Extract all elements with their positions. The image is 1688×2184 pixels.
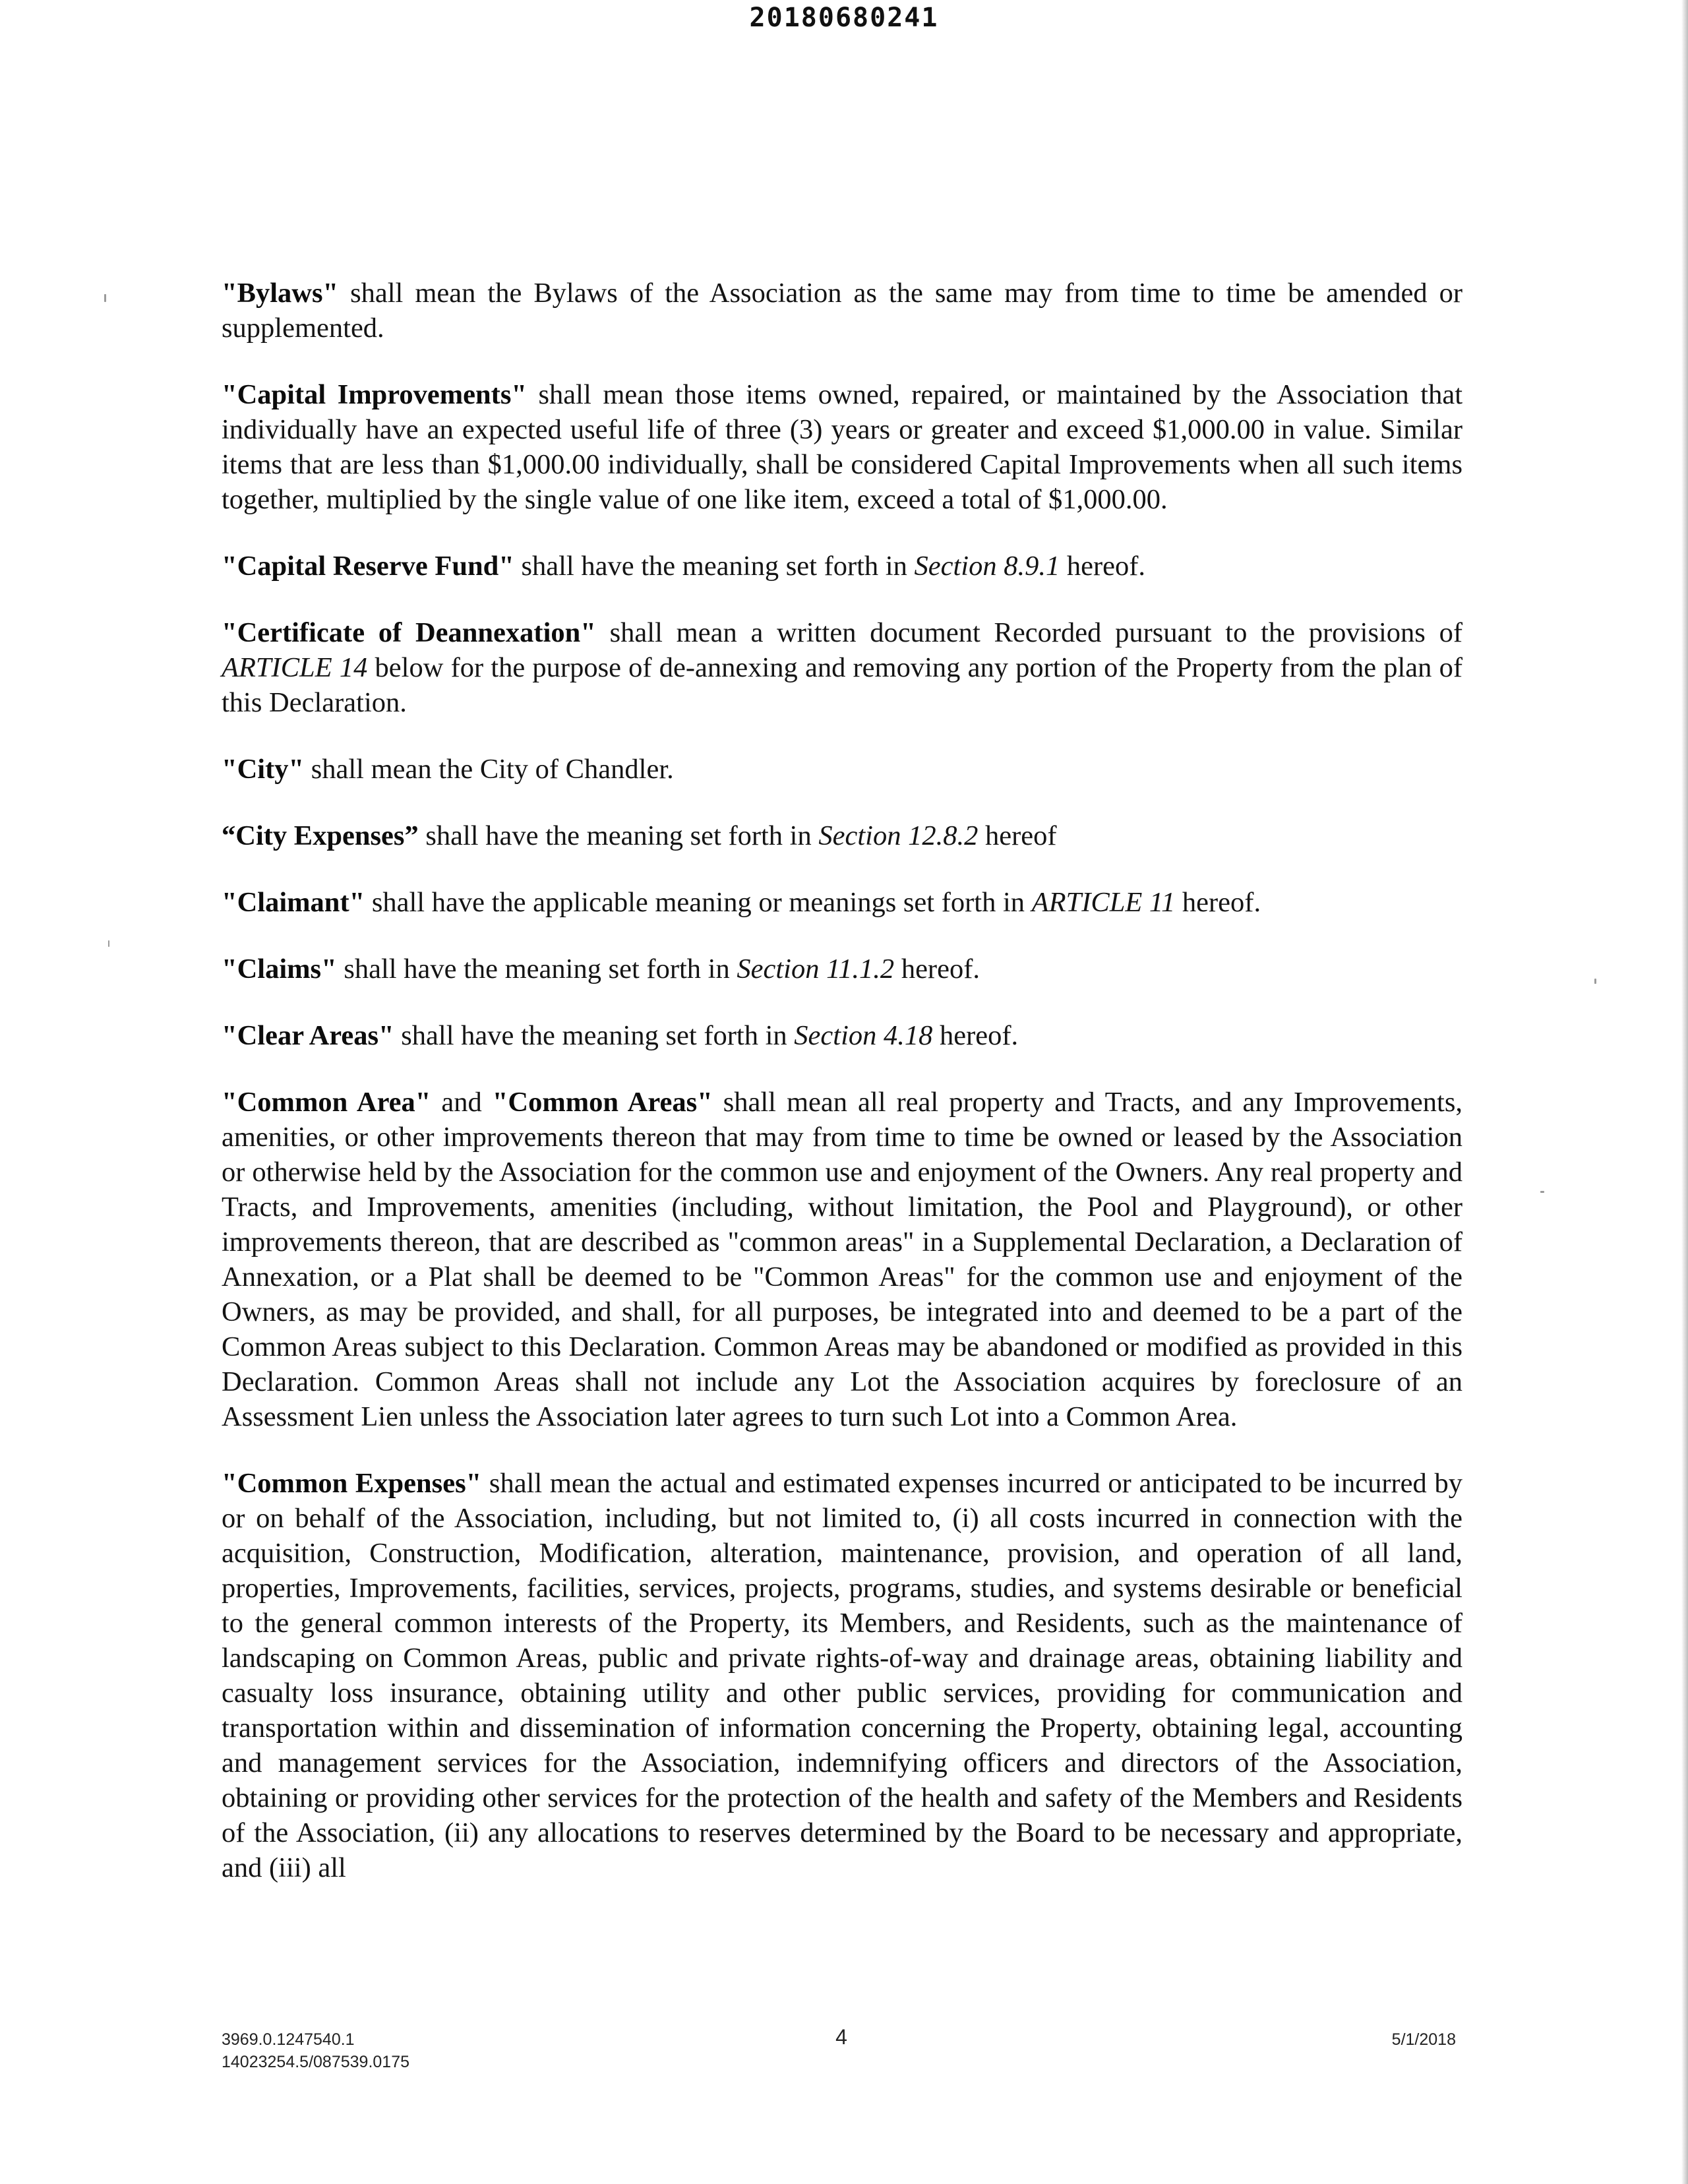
definition-capital-improvements bbox=[222, 377, 1462, 517]
definition-city-expenses bbox=[222, 818, 1462, 853]
scan-edge-shadow bbox=[1681, 0, 1688, 2184]
definition-text: shall mean a written document Recorded pursuant to the provisions of bbox=[595, 617, 1463, 648]
footer-doc-id: 3969.0.1247540.1 bbox=[222, 2030, 355, 2049]
definition-common-expenses bbox=[222, 1466, 1462, 1885]
definition-text: shall have the applicable meaning or meanings set forth in bbox=[365, 887, 1032, 918]
defined-term: "Claimant" bbox=[222, 887, 365, 918]
definition-text: hereof. bbox=[1175, 887, 1261, 918]
footer-date: 5/1/2018 bbox=[1391, 2030, 1456, 2049]
definition-text: shall mean all real property and Tracts, and any Improvements, amenities, or other improvements thereon that may from time to time be owned or leased by the Association or otherwise held by the Association for the common use and enjoyment of the Owners. Any real property and Tracts, and Improvements, amenities (including, without limitation, the Pool and Playground), or other improvements thereon, that are described as "common areas" in a Supplemental Declaration, a Declaration of Annexation, or a Plat shall be deemed to be "Common Areas" for the common use and enjoyment of the Owners, as may be provided, and shall, for all purposes, be integrated into and deemed to be a part of the Common Areas subject to this Declaration. Common Areas may be abandoned or modified as provided in this Declaration. Common Areas shall not include any Lot the Association acquires by foreclosure of an Assessment Lien unless the Association later agrees to turn such Lot into a Common Area. bbox=[222, 1087, 1462, 1432]
definition-text: shall mean the City of Chandler. bbox=[304, 754, 674, 785]
definition-certificate-of-deannexation bbox=[222, 615, 1462, 720]
definition-connector: and bbox=[431, 1087, 493, 1118]
section-reference: Section 11.1.2 bbox=[737, 954, 895, 985]
section-reference: Section 12.8.2 bbox=[818, 820, 979, 851]
defined-term: "Common Expenses" bbox=[222, 1468, 482, 1499]
section-reference: Section 4.18 bbox=[794, 1020, 933, 1051]
definition-bylaws bbox=[222, 276, 1462, 346]
definition-text: hereof. bbox=[894, 954, 980, 985]
definition-text: shall mean those items owned, repaired, or maintained by the Association that individually have an expected useful life of three (3) years or greater and exceed $1,000.00 in value. Similar items that are less than $1,000.00 individually, shall be considered Capital Improvements when all such items together, multiplied by the single value of one like item, exceed a total of $1,000.00. bbox=[222, 379, 1462, 515]
defined-term: "Claims" bbox=[222, 954, 337, 985]
footer-doc-id: 14023254.5/087539.0175 bbox=[222, 2053, 410, 2071]
definition-text: shall have the meaning set forth in bbox=[418, 820, 819, 851]
definition-claims bbox=[222, 952, 1462, 986]
definition-text: shall have the meaning set forth in bbox=[514, 551, 915, 582]
definition-claimant bbox=[222, 885, 1462, 920]
section-reference: Section 8.9.1 bbox=[914, 551, 1060, 582]
defined-term: "Common Area" bbox=[222, 1087, 431, 1118]
definitions-body bbox=[222, 276, 1462, 1917]
scan-speck bbox=[108, 940, 109, 947]
scan-speck bbox=[1594, 979, 1596, 984]
article-reference: ARTICLE 14 bbox=[222, 652, 368, 683]
article-reference: ARTICLE 11 bbox=[1031, 887, 1176, 918]
page-number: 4 bbox=[835, 2025, 847, 2049]
definition-text: shall have the meaning set forth in bbox=[336, 954, 737, 985]
scan-speck bbox=[1540, 1191, 1544, 1193]
definition-city bbox=[222, 752, 1462, 787]
scan-speck bbox=[104, 294, 106, 302]
definition-text: hereof. bbox=[1060, 551, 1146, 582]
definition-clear-areas bbox=[222, 1018, 1462, 1053]
definition-common-area bbox=[222, 1085, 1462, 1434]
definition-text: shall mean the Bylaws of the Association as the same may from time to time be amended or supplemented. bbox=[222, 278, 1462, 344]
defined-term: "Bylaws" bbox=[222, 278, 339, 309]
defined-term: "Capital Improvements" bbox=[222, 379, 527, 410]
defined-term: "Certificate of Deannexation" bbox=[222, 617, 596, 648]
recording-number: 20180680241 bbox=[749, 3, 939, 33]
defined-term: "Capital Reserve Fund" bbox=[222, 551, 514, 582]
definition-text: hereof bbox=[978, 820, 1057, 851]
definition-text: shall have the meaning set forth in bbox=[394, 1020, 795, 1051]
definition-text: below for the purpose of de-annexing and removing any portion of the Property from the plan of this Declaration. bbox=[222, 652, 1462, 718]
definition-capital-reserve-fund bbox=[222, 549, 1462, 584]
defined-term: "Clear Areas" bbox=[222, 1020, 394, 1051]
definition-text: hereof. bbox=[932, 1020, 1019, 1051]
defined-term: “City Expenses” bbox=[222, 820, 419, 851]
defined-term: "City" bbox=[222, 754, 305, 785]
definition-text: shall mean the actual and estimated expenses incurred or anticipated to be incurred by or on behalf of the Association, including, but not limited to, (i) all costs incurred in connection with the acquisition, Construction, Modification, alteration, maintenance, provision, and operation of all land, properties, Improvements, facilities, services, projects, programs, studies, and systems desirable or beneficial to the general common interests of the Property, its Members, and Residents, such as the maintenance of landscaping on Common Areas, public and private rights-of-way and drainage areas, obtaining liability and casualty loss insurance, obtaining utility and other public services, providing for communication and transportation within and dissemination of information concerning the Property, obtaining legal, accounting and management services for the Association, indemnifying officers and directors of the Association, obtaining or providing other services for the protection of the health and safety of the Members and Residents of the Association, (ii) any allocations to reserves determined by the Board to be necessary and appropriate, and (iii) all bbox=[222, 1468, 1462, 1883]
defined-term: "Common Areas" bbox=[492, 1087, 713, 1118]
